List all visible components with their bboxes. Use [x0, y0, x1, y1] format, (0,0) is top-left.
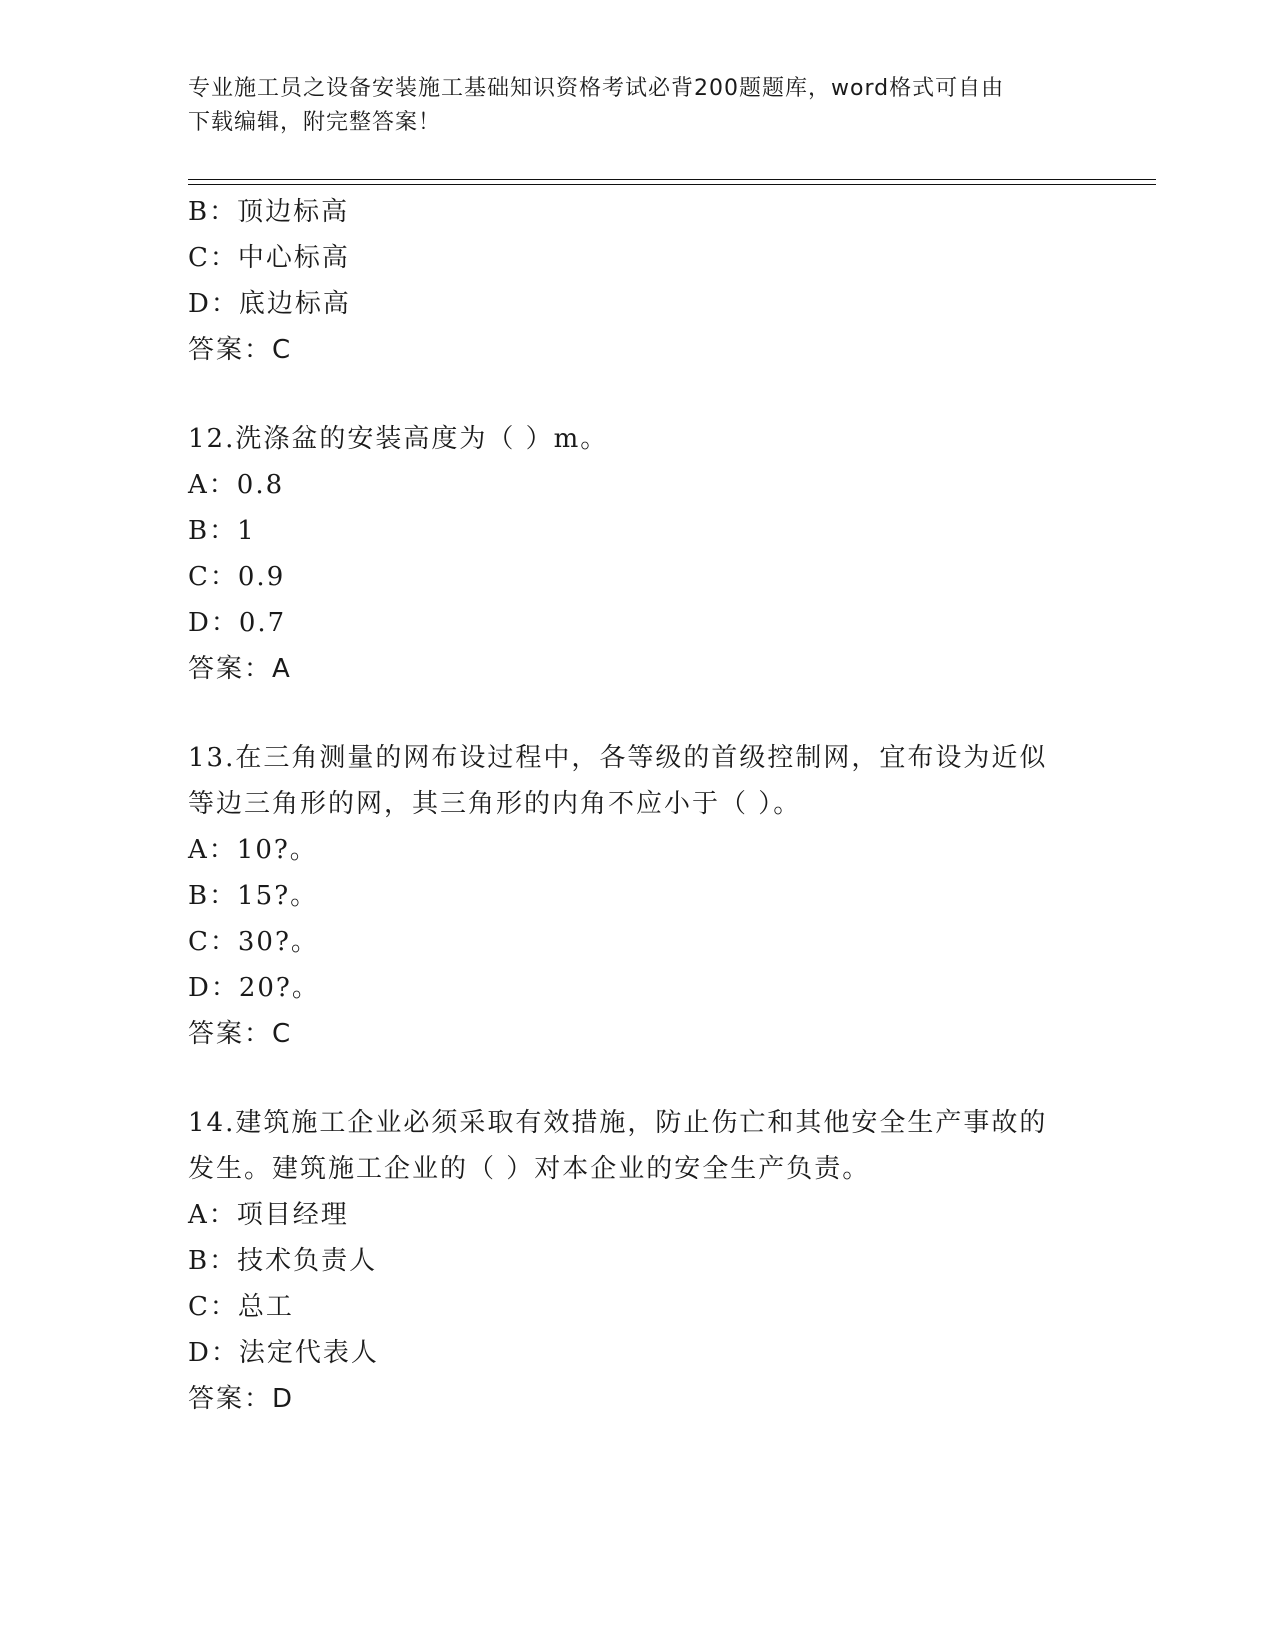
header-divider-bottom: [188, 184, 1156, 185]
header-title-line-1: 专业施工员之设备安装施工基础知识资格考试必背200题题库，word格式可自由: [188, 76, 1005, 101]
option-b: B：15?。: [188, 881, 319, 911]
option-d: D：法定代表人: [188, 1338, 379, 1368]
option-c: C：中心标高: [188, 243, 350, 273]
option-b: B：1: [188, 516, 256, 546]
question-12: [188, 416, 1088, 692]
option-c: C：0.9: [188, 562, 286, 592]
answer-line: 答案：D: [188, 1384, 295, 1414]
option-a: A：项目经理: [188, 1200, 349, 1230]
question-list: [188, 189, 1088, 1422]
option-d: D：20?。: [188, 973, 320, 1003]
question-stem-line-1: 14.建筑施工企业必须采取有效措施，防止伤亡和其他安全生产事故的: [188, 1108, 1048, 1138]
option-c: C：30?。: [188, 927, 319, 957]
option-b: B：顶边标高: [188, 197, 350, 227]
question-stem-line-2: 等边三角形的网，其三角形的内角不应小于（ ）。: [188, 789, 802, 819]
answer-line: 答案：A: [188, 654, 292, 684]
answer-line: 答案：C: [188, 1019, 293, 1049]
question-11-tail: [188, 189, 1088, 373]
document-header: [188, 72, 1068, 140]
answer-line: 答案：C: [188, 335, 293, 365]
question-14: [188, 1100, 1088, 1422]
question-13: [188, 735, 1088, 1057]
question-stem-line-2: 发生。建筑施工企业的（ ）对本企业的安全生产负责。: [188, 1154, 871, 1184]
option-b: B：技术负责人: [188, 1246, 378, 1276]
header-divider-top: [188, 179, 1156, 180]
option-d: D：底边标高: [188, 289, 351, 319]
option-d: D：0.7: [188, 608, 287, 638]
option-a: A：10?。: [188, 835, 318, 865]
option-c: C：总工: [188, 1292, 294, 1322]
question-stem: 12.洗涤盆的安装高度为（ ）m。: [188, 424, 609, 454]
option-a: A：0.8: [188, 470, 285, 500]
question-stem-line-1: 13.在三角测量的网布设过程中，各等级的首级控制网，宜布设为近似: [188, 743, 1048, 773]
header-title-line-2: 下载编辑，附完整答案！: [188, 110, 442, 135]
